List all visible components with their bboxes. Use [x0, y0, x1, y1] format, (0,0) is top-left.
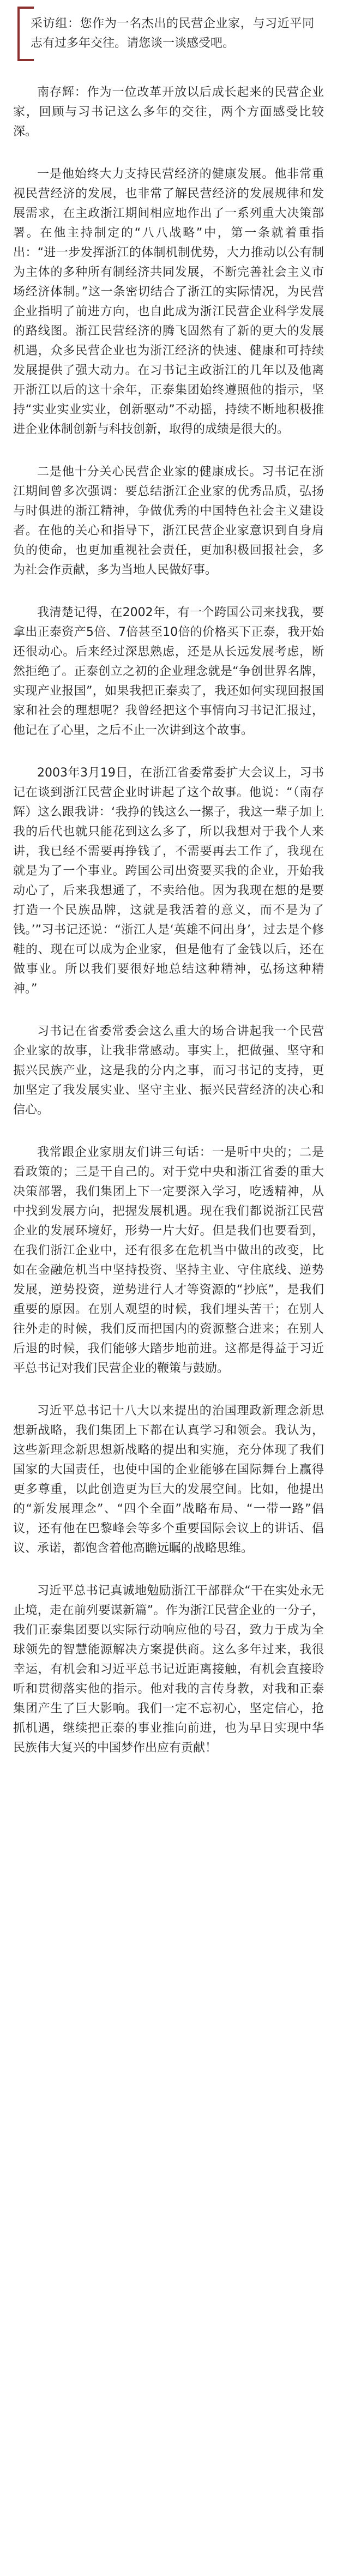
quote-frame-corner-top [17, 7, 34, 9]
paragraph-closing: 习近平总书记真诚地勉励浙江干部群众“干在实处永无止境，走在前列要谋新篇”。作为浙江民营企业的一分子，我们正泰集团要以实际行动响应他的号召，致力于成为全球领先的智慧能源解决方案提供商。这么多年过来，我很幸运，有机会和习近平总书记近距离接触，有机会直接聆听和贯彻落实他的指示。他对我的言传身教，对我和正泰集团产生了巨大影响。我们一定不忘初心，坚定信心，抢抓机遇，继续把正泰的事业推向前进，也为早日实现中华民族伟大复兴的中国梦作出应有贡献！ [13, 1584, 324, 1755]
paragraph-care-for-entrepreneurs: 二是他十分关心民营企业家的健康成长。习书记在浙江期间曾多次强调：要总结浙江企业家的优秀品质，弘扬与时俱进的浙江精神，争做优秀的中国特色社会主义建设者。在他的关心和指导下，浙江民营企业家意识到自身肩负的使命，也更加重视社会责任，更加积极回报社会，多为社会作贡献，多为当地人民做好事。 [13, 465, 324, 577]
paragraph-support-private-economy: 一是他始终大力支持民营经济的健康发展。他非常重视民营经济的发展，也非常了解民营经济的发展规律和发展需求，在主政浙江期间相应地作出了一系列重大决策部署。在他主持制定的“八八战略”中，第一条就着重指出：“进一步发挥浙江的体制机制优势，大力推动以公有制为主体的多种所有制经济共同发展，不断完善社会主义市场经济体制。”这一条密切结合了浙江的实际情况，为民营企业指明了前进方向，也自此成为浙江民营企业科学发展的路线图。浙江民营经济的腾飞固然有了新的更大的发展机遇，众多民营企业也为浙江经济的快速、健康和可持续发展提供了强大动力。在习书记主政浙江的几年以及他离开浙江以后的这十余年，正泰集团始终遵照他的指示，坚持“实业实业实业，创新驱动”不动摇，持续不断地积极推进企业体制创新与科技创新，取得的成绩是很大的。 [13, 167, 324, 436]
paragraph-2002-buyout-offer: 我清楚记得，在2002年，有一个跨国公司来找我，要拿出正泰资产5倍、7倍甚至10倍的价格买下正泰，我开始还很动心。后来经过深思熟虑，还是从长远发展考虑，断然拒绝了。正泰创立之初的企业理念就是“争创世界名牌，实现产业报国”，如果我把正泰卖了，我还如何实现回报国家和社会的理想呢？我曾经把这个事情向习书记汇报过，他记在了心里，之后不止一次讲到这个故事。 [13, 606, 324, 737]
quote-frame-corner-bottom [17, 59, 34, 61]
paragraph-intro: 南存辉：作为一位改革开放以后成长起来的民营企业家，回顾与习书记这么多年的交往，两个方面感受比较深。 [13, 86, 324, 139]
paragraph-2003-meeting-story: 2003年3月19日，在浙江省委常委扩大会议上，习书记在谈到浙江民营企业时讲起了这个故事。他说：“（南存辉）这么跟我讲：‘我挣的钱这么一摞子，我这一辈子加上我的后代也就只能花到这么多了，所以我想对于我个人来讲，我已经不需要再挣钱了，不需要再去工作了，我现在就是为了一个事业。跨国公司出资要买我的企业，开始我动心了，后来我想通了，不卖给他。因为我现在想的是要打造一个民族品牌，这就是我活着的意义，而不是为了钱。’”习书记还说：“浙江人是‘英雄不问出身’，过去是个修鞋的、现在可以成为企业家，但是他有了金钱以后，还在做事业。所以我们要很好地总结这种精神，弘扬这种精神。” [13, 766, 324, 996]
paragraph-moved-and-confident: 习书记在省委常委会这么重大的场合讲起我一个民营企业家的故事，让我非常感动。事实上，把做强、坚守和振兴民族产业，这是我的分内之事，而习书记的支持，更加坚定了我发展实业、坚守主业、振兴民营经济的决心和信心。 [13, 1025, 324, 1117]
interview-question: 采访组：您作为一名杰出的民营企业家，与习近平同志有过多年交往。请您谈一谈感受吧。 [31, 17, 314, 50]
paragraph-three-sayings: 我常跟企业家朋友们讲三句话：一是听中央的；二是看政策的；三是干自己的。对于党中央和浙江省委的重大决策部署，我们集团上下一定要深入学习，吃透精神，从中找到发展方向，把握发展机遇。现在我们都说浙江民营企业的发展环境好，形势一片大好。但是我们也要看到，在我们浙江企业中，还有很多在危机当中做出的改变，比如在金融危机当中坚持投资、坚持主业、守住底线、逆势发展，逆势投资，逆势进行人才等资源的“抄底”，是我们重要的原因。在别人观望的时候，我们埋头苦干；在别人往外走的时候，我们反而把国内的资源整合进来；在别人后退的时候，我们能够大踏步地前进。这都是得益于习近平总书记对我们民营企业的鞭策与鼓励。 [13, 1146, 324, 1375]
interview-question-box [17, 7, 320, 61]
paragraph-new-ideas-strategy: 习近平总书记十八大以来提出的治国理政新理念新思想新战略，我们集团上下都在认真学习和领会。我认为，这些新理念新思想新战略的提出和实施，充分体现了我们国家的大国责任，也使中国的企业能够在国际舞台上赢得更多尊重，以此创造更为巨大的发展空间。比如，他提出的“新发展理念”、“四个全面”战略布局、“一带一路”倡议，还有他在巴黎峰会等多个重要国际会议上的讲话、倡议、承诺，都饱含着他高瞻远瞩的战略思维。 [13, 1404, 324, 1555]
